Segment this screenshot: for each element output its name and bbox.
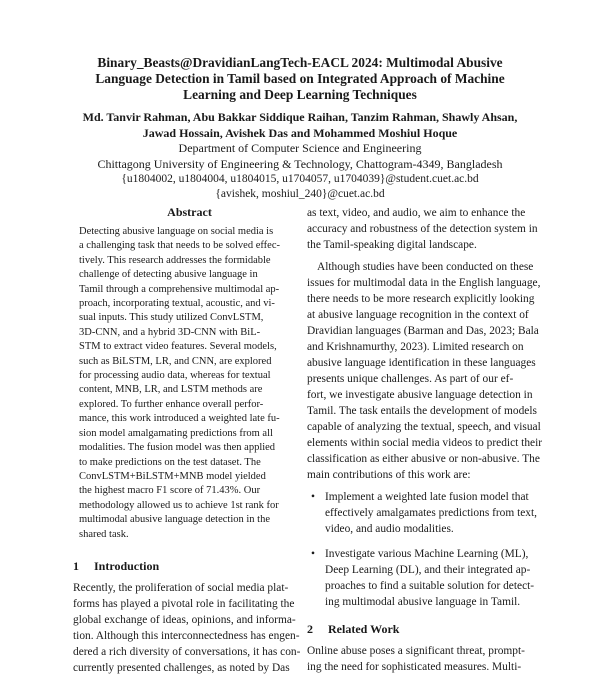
abstract-line: sual inputs. This study utilized ConvLSTM, (79, 312, 264, 324)
title-line: Binary_Beasts@DravidianLangTech-EACL 2024: Multimodal Abusive (97, 55, 503, 70)
introduction-body (73, 580, 301, 676)
abstract-line: Tamil through a comprehensive multimodal ap- (79, 283, 280, 295)
text-line: effectively amalgamates predictions from text, (325, 507, 538, 519)
text-line: ing multimodal abusive language in Tamil. (325, 596, 521, 608)
text-line: proaches to find a suitable solution for detect- (325, 580, 535, 592)
text-line: currently presented challenges, as noted by Das (73, 661, 290, 674)
text-line: as text, video, and audio, we aim to enhance the (307, 207, 526, 219)
text-line: and Krishnamurthy, 2023). Limited research on (307, 341, 524, 353)
text-line: elements within social media videos to predict their (307, 437, 543, 449)
list-item (307, 546, 535, 610)
text-line: Dravidian languages (Barman and Das, 2023; Bala (307, 325, 539, 337)
text-line: forms has played a pivotal role in facilitating the (73, 597, 295, 610)
abstract-line: for processing audio data, whereas for textual (79, 370, 271, 382)
abstract-line: content, MNB, LR, and LSTM methods are (79, 384, 263, 396)
abstract-line: STM to extract video features. Several models, (79, 341, 277, 353)
abstract-line: tively. This research addresses the formidable (79, 254, 271, 266)
abstract-line: modalities. The fusion model was then applied (79, 442, 276, 454)
abstract-line: 3D-CNN, and a hybrid 3D-CNN with BiL- (79, 326, 261, 338)
abstract-line: mance, this work introduced a weighted late fu- (79, 413, 280, 425)
section-number: 2 (307, 622, 313, 636)
text-line: Although studies have been conducted on these (317, 261, 534, 273)
abstract-heading: Abstract (167, 205, 212, 219)
contributions-list (307, 489, 538, 610)
text-line: Recently, the proliferation of social media plat- (73, 581, 289, 594)
text-line: Tamil. The task entails the development of models (307, 405, 537, 417)
related-work-body (307, 643, 529, 675)
author-line: Jawad Hossain, Avishek Das and Mohammed Moshiul Hoque (142, 125, 458, 140)
text-line: issues for multimodal data in the English language, (307, 277, 541, 289)
abstract-line: explored. To further enhance overall perfor- (79, 398, 264, 410)
text-line: global exchange of ideas, opinions, and informa- (73, 613, 296, 626)
text-line: fort, we investigate abusive language detection in (307, 389, 533, 401)
section-title: Related Work (328, 622, 400, 636)
text-line: Online abuse poses a significant threat, prompt- (307, 645, 525, 657)
text-line: tion. Although this interconnectedness has engen- (73, 629, 300, 642)
right-column (307, 205, 543, 675)
text-line: abusive language identification in these languages (307, 357, 536, 369)
abstract-body (73, 225, 294, 542)
abstract-line: proach, incorporating textual, acoustic, and vi- (79, 298, 275, 310)
left-column (73, 205, 301, 676)
title-line: Language Detection in Tamil based on Integrated Approach of Machine (95, 71, 505, 86)
email-line: {u1804002, u1804004, u1804015, u1704057, u1704039}@student.cuet.ac.bd (121, 173, 479, 185)
text-line: accuracy and robustness of the detection system in (307, 223, 538, 235)
text-line: at abusive language recognition in the context of (307, 309, 529, 321)
author-line: Md. Tanvir Rahman, Abu Bakkar Siddique Raihan, Tanzim Rahman, Shawly Ahsan, (82, 110, 518, 124)
abstract-line: Detecting abusive language on social media is (79, 226, 274, 237)
university: Chittagong University of Engineering & Technology, Chattogram-4349, Bangladesh (97, 156, 503, 171)
abstract-line: a challenging task that needs to be solved effec- (79, 240, 280, 252)
abstract-line: to make predictions on the test dataset. The (79, 456, 261, 468)
text-line: ing the need for sophisticated measures. Multi- (307, 661, 522, 673)
text-line: classification as either abusive or non-abusive. The (307, 453, 540, 465)
text-line: • Implement a weighted late fusion model that (325, 491, 529, 503)
text-line: video, and audio modalities. (325, 523, 454, 535)
text-line: Deep Learning (DL), and their integrated ap- (325, 564, 531, 576)
abstract-line: challenge of detecting abusive language in (79, 269, 258, 281)
abstract-line: the highest macro F1 score of 71.43%. Our (79, 485, 261, 497)
text-line: main contributions of this work are: (307, 469, 471, 481)
department: Department of Computer Science and Engineering (178, 141, 422, 155)
paper-title (0, 55, 600, 103)
text-line: the Tamil-speaking digital landscape. (307, 239, 477, 251)
abstract-line: multimodal abusive language detection in the (79, 514, 270, 526)
abstract-line: such as BiLSTM, LR, and CNN, are explored (79, 355, 272, 367)
title-line: Learning and Deep Learning Techniques (183, 87, 417, 102)
author-list (0, 110, 600, 141)
intro-paragraph-2 (307, 259, 543, 483)
abstract-line: sion model amalgamating predictions from all (79, 427, 273, 439)
intro-continuation (307, 205, 538, 253)
text-line: there needs to be more research explicitly looking (307, 293, 535, 305)
text-line: capable of analyzing the textual, speech, and visual (307, 421, 541, 433)
text-line: dered a rich diversity of conversations, it has con- (73, 645, 301, 658)
text-line: • Investigate various Machine Learning (ML), (325, 548, 529, 560)
section-heading-related-work (307, 622, 529, 636)
section-heading-introduction (73, 559, 294, 573)
list-item (307, 489, 538, 537)
paper-header (0, 55, 600, 202)
abstract-line: shared task. (79, 528, 129, 540)
email-line: {avishek, moshiul_240}@cuet.ac.bd (215, 188, 385, 200)
section-title: Introduction (94, 558, 160, 573)
abstract-line: methodology allowed us to achieve 1st rank for (79, 499, 279, 511)
text-line: presents unique challenges. As part of our ef- (307, 373, 514, 385)
section-number: 1 (73, 558, 79, 573)
abstract-line: ConvLSTM+BiLSTM+MNB model yielded (79, 470, 266, 482)
